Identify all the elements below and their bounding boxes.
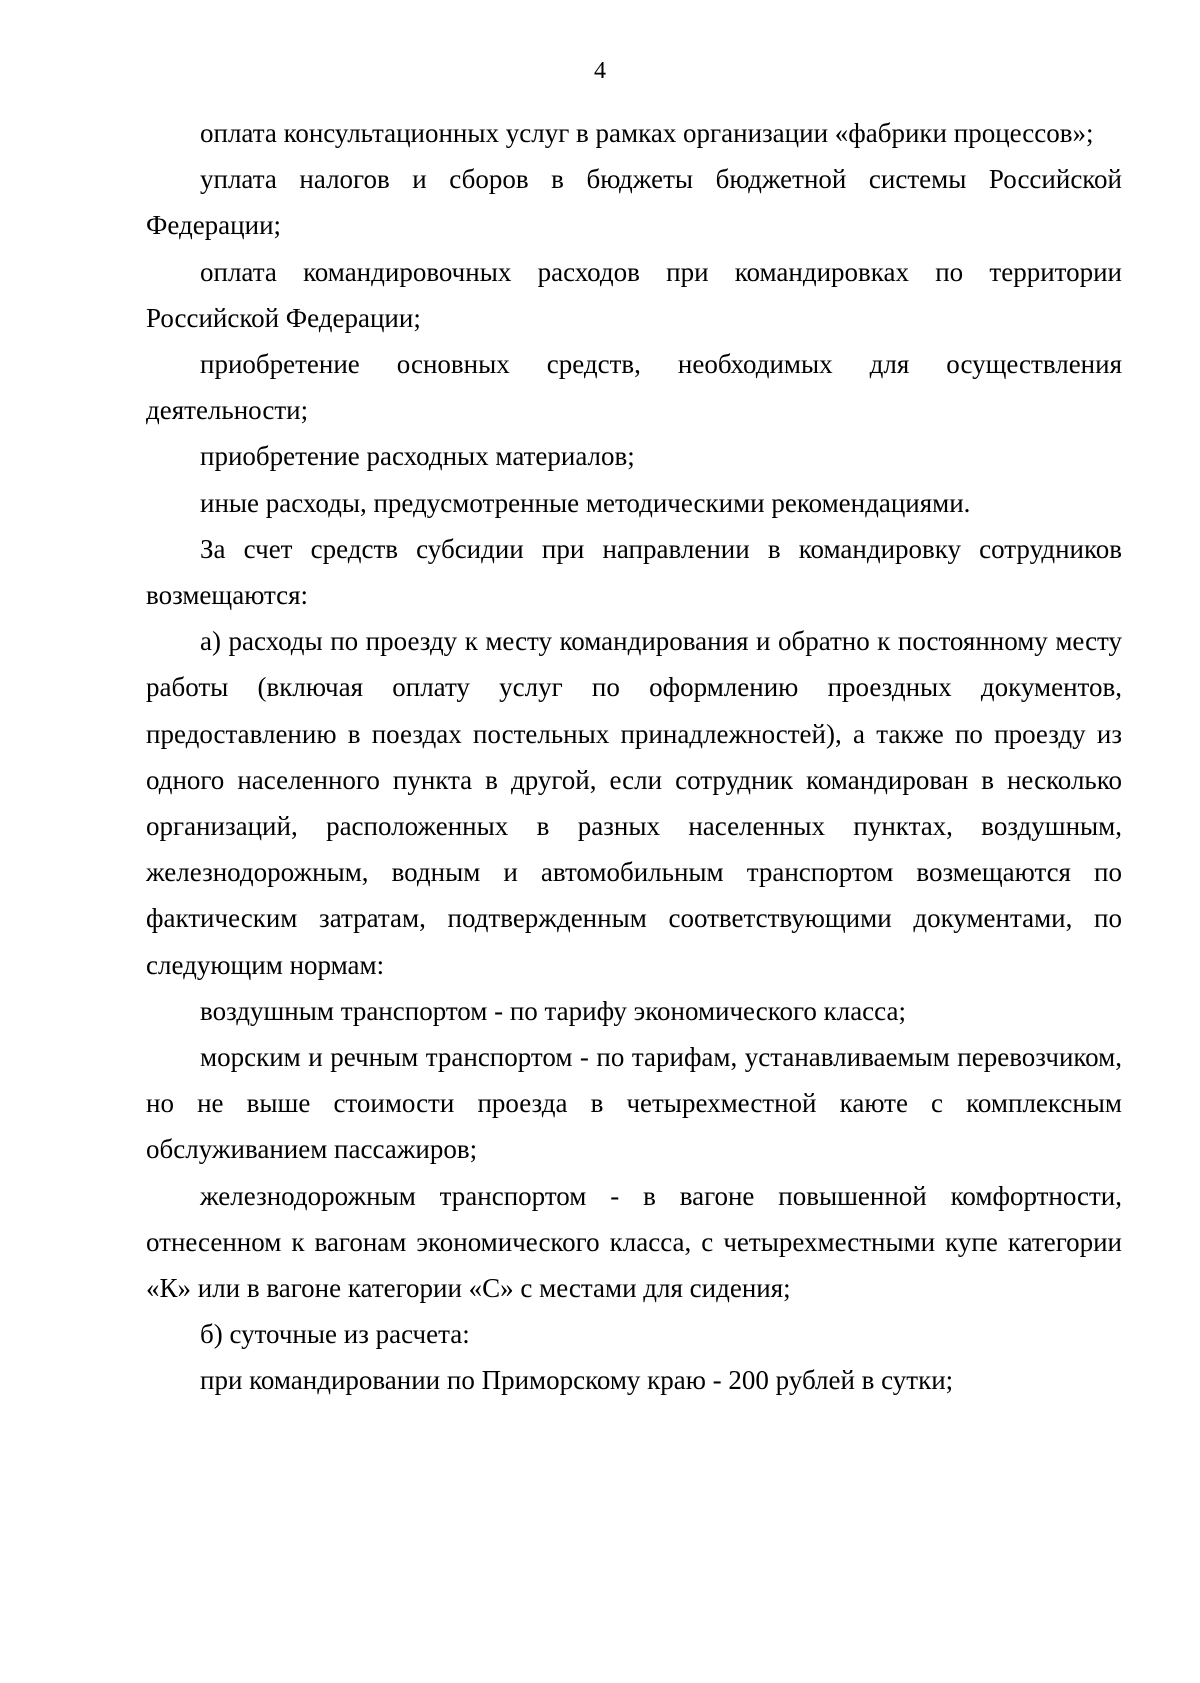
- paragraph: За счет средств субсидии при направлении в командировку сотрудников возмещаются:: [146, 533, 1122, 611]
- paragraph: приобретение расходных материалов;: [200, 441, 635, 472]
- paragraph: а) расходы по проезду к месту командирования и обратно к постоянному месту работы (включая оплату услуг по оформлению проездных документов, предоставлению в поездах постельных принадлежностей), а также по проезду из одного населенного пункта в другой, если сотрудник командирован в несколько организаций, расположенных в разных населенных пунктах, воздушным, железнодорожным, водным и автомобильным транспортом возмещаются по фактическим затратам, подтвержденным соответствующими документами, по следующим нормам:: [146, 626, 1122, 980]
- paragraph: оплата командировочных расходов при командировках по территории Российской Федерации;: [146, 256, 1122, 333]
- paragraph: оплата консультационных услуг в рамках организации «фабрики процессов»;: [200, 118, 1094, 148]
- paragraph: морским и речным транспортом - по тарифам, устанавливаемым перевозчиком, но не выше стоимости проезда в четырехместной каюте с комплексным обслуживанием пассажиров;: [146, 1042, 1122, 1165]
- paragraph: воздушным транспортом - по тарифу экономического класса;: [200, 995, 906, 1026]
- paragraph: б) суточные из расчета:: [200, 1319, 470, 1350]
- document-body: [146, 110, 1122, 1404]
- paragraph: приобретение основных средств, необходимых для осуществления деятельности;: [146, 349, 1122, 426]
- paragraph: железнодорожным транспортом - в вагоне повышенной комфортности, отнесенном к вагонам экономического класса, с четырехместными купе категории «К» или в вагоне категории «С» с местами для сидения;: [146, 1180, 1122, 1304]
- paragraph: уплата налогов и сборов в бюджеты бюджетной системы Российской Федерации;: [146, 164, 1122, 241]
- paragraph: иные расходы, предусмотренные методическими рекомендациями.: [200, 487, 971, 518]
- paragraph: при командировании по Приморскому краю - 200 рублей в сутки;: [200, 1365, 954, 1396]
- page-number: 4: [594, 58, 606, 84]
